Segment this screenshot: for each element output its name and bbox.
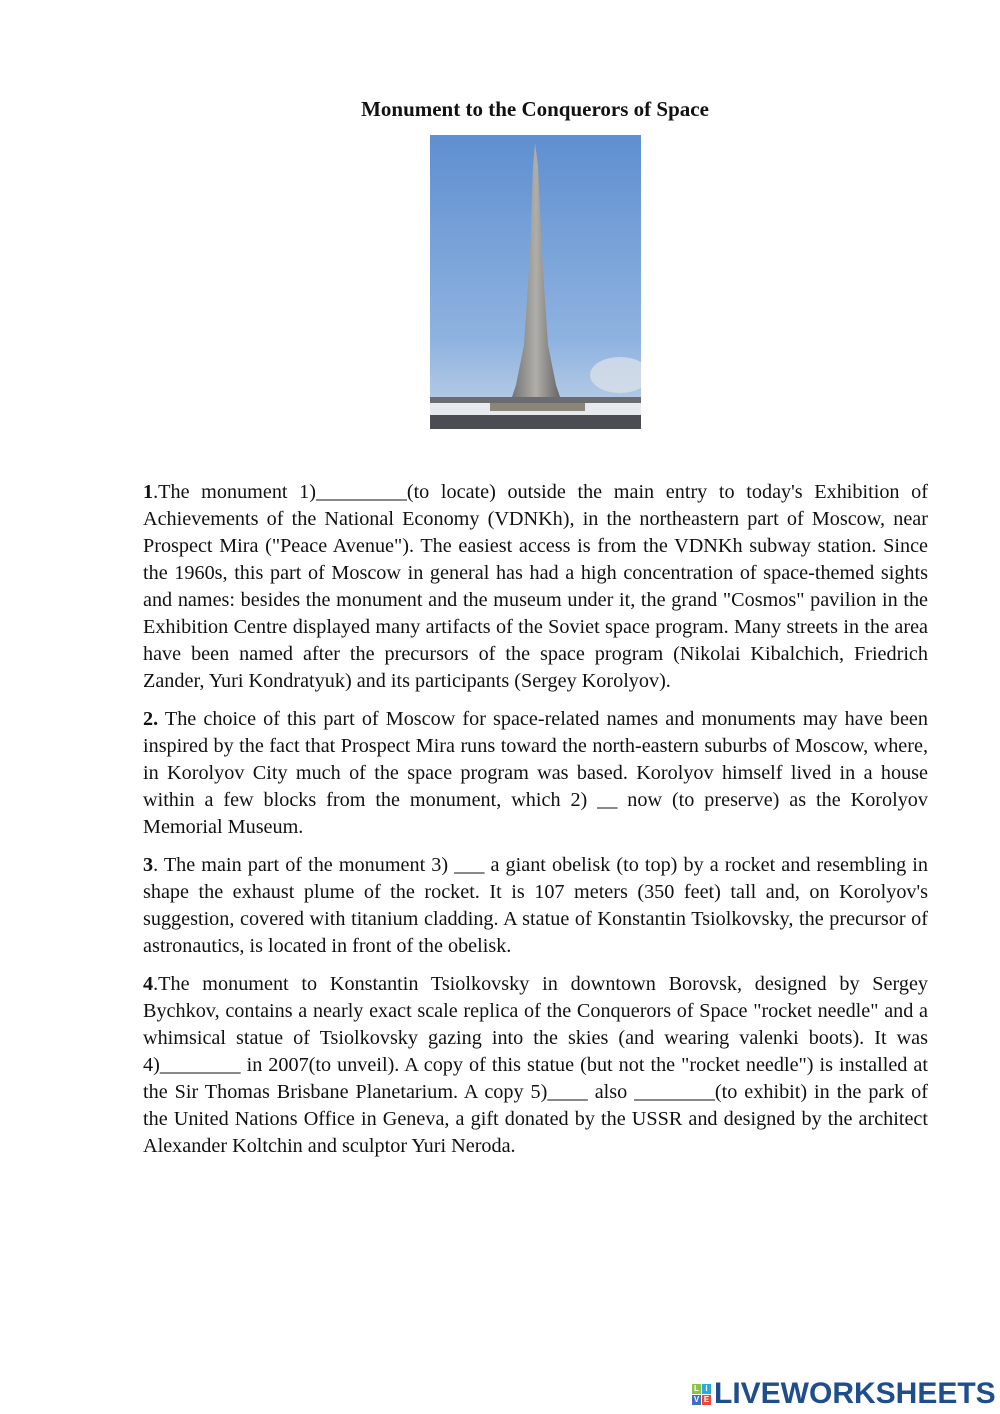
paragraph-text: . The main part of the monument 3) ___ a giant obelisk (to top) by a rocket and resembling in shape the exhaust plume of the rocket. It is 107 meters (350 feet) tall and, on Korolyov's suggestion, covered with titanium cladding. A statue of Konstantin Tsiolkovsky, the precursor of astronautics, is located in front of the obelisk. (143, 854, 928, 957)
paragraph-2 (143, 706, 928, 841)
paragraph-number: 3 (143, 854, 154, 876)
liveworksheets-logo (692, 1377, 996, 1411)
logo-block: I (702, 1384, 711, 1394)
logo-block: L (692, 1384, 701, 1394)
logo-icon (692, 1384, 711, 1405)
paragraph-text: .The monument 1)_________(to locate) outside the main entry to today's Exhibition of Achievements of the National Economy (VDNKh), in the northeastern part of Moscow, near Prospect Mira ("Peace Avenue"). The easiest access is from the VDNKh subway station. Since the 1960s, this part of Moscow in general has had a high concentration of space-themed sights and names: besides the monument and the museum under it, the grand "Cosmos" pavilion in the Exhibition Centre displayed many artifacts of the Soviet space program. Many streets in the area have been named after the precursors of the space program (Nikolai Kibalchich, Friedrich Zander, Yuri Kondratyuk) and its participants (Sergey Korolyov). (143, 481, 928, 692)
logo-block: E (703, 1394, 710, 1404)
logo-block: V (693, 1394, 700, 1404)
monument-photo (430, 135, 641, 429)
monument-image (430, 135, 641, 429)
paragraph-number: 4 (143, 973, 154, 995)
paragraph-4 (143, 971, 928, 1160)
paragraph-number: 2. (143, 708, 159, 730)
paragraph-number: 1 (143, 481, 154, 503)
worksheet-body (143, 479, 928, 1171)
paragraph-text: .The monument to Konstantin Tsiolkovsky in downtown Borovsk, designed by Sergey Bychkov, contains a nearly exact scale replica of the Conquerors of Space "rocket needle" and a whimsical statue of Tsiolkovsky gazing into the skies (and wearing valenki boots). It was 4)________ in 2007(to unveil). A copy of this statue (but not the "rocket needle") is installed at the Sir Thomas Brisbane Planetarium. A copy 5)____ also ________(to exhibit) in the park of the United Nations Office in Geneva, a gift donated by the USSR and designed by the architect Alexander Koltchin and sculptor Yuri Neroda. (143, 973, 928, 1157)
paragraph-text: The choice of this part of Moscow for space-related names and monuments may have been inspired by the fact that Prospect Mira runs toward the north-eastern suburbs of Moscow, where, in Korolyov City much of the space program was based. Korolyov himself lived in a house within a few blocks from the monument, which 2) __ now (to preserve) as the Korolyov Memorial Museum. (143, 708, 928, 838)
logo-text: LIVEWORKSHEETS (714, 1377, 996, 1410)
page-title: Monument to the Conquerors of Space (361, 97, 709, 121)
paragraph-1 (143, 479, 928, 695)
paragraph-3 (143, 852, 928, 960)
